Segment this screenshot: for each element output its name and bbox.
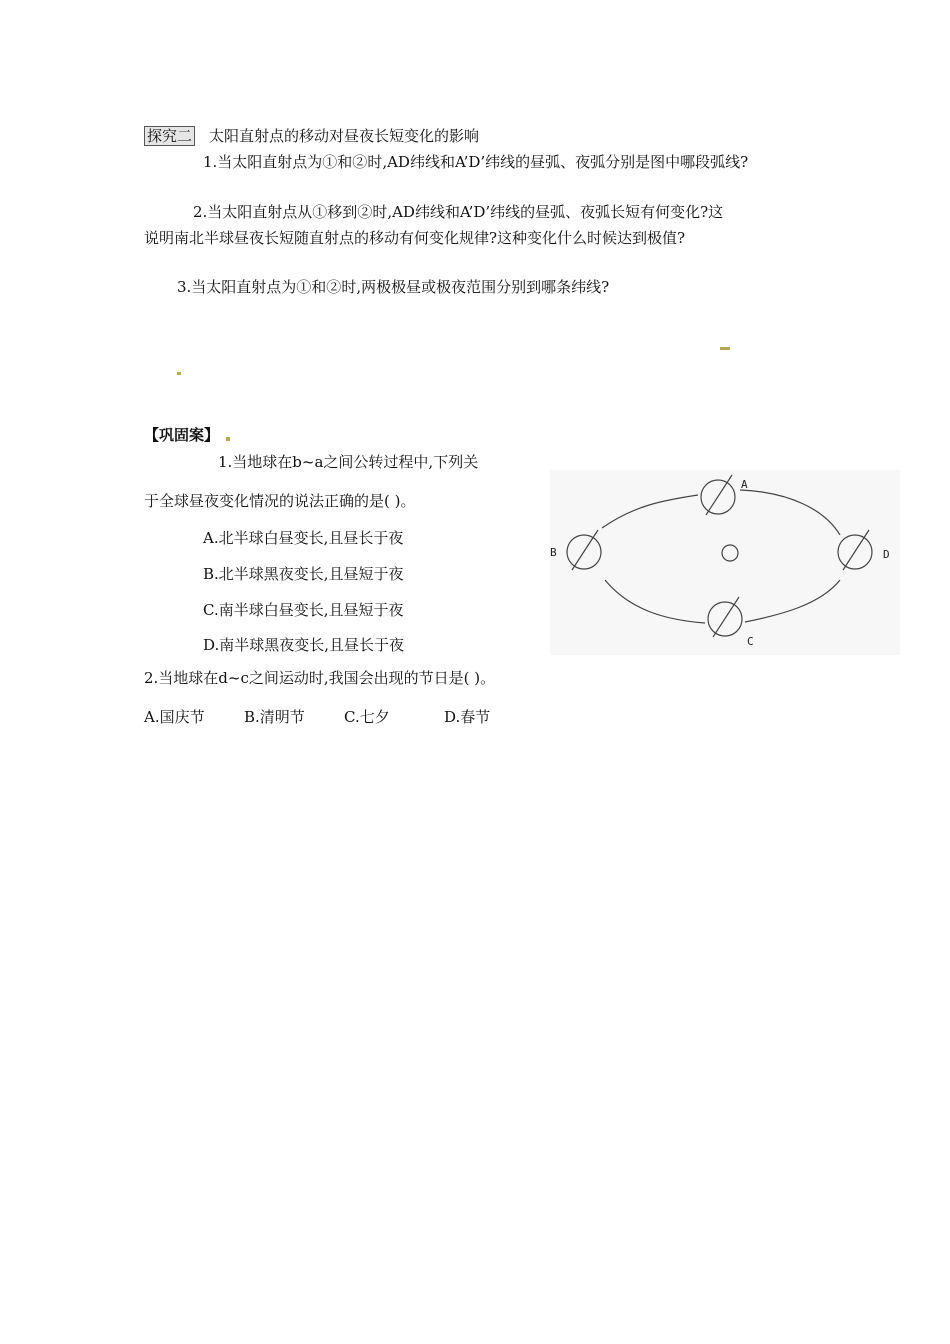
stray-mark (226, 437, 230, 441)
exercise-2-option-c: C.七夕 (344, 708, 390, 726)
exercise-2-option-b: B.清明节 (244, 708, 305, 726)
option-a: A.北半球白昼变长,且昼长于夜 (203, 529, 404, 547)
question-1: 1.当太阳直射点为①和②时,AD纬线和A’D’纬线的昼弧、夜弧分别是图中哪段弧线? (203, 153, 749, 171)
label-a: A (741, 478, 748, 491)
exercise-2: 2.当地球在d~c之间运动时,我国会出现的节日是( )。 (144, 669, 496, 687)
consolidation-heading: 【巩固案】 (144, 426, 220, 444)
label-c: C (747, 635, 754, 648)
section-title: 太阳直射点的移动对昼夜长短变化的影响 (209, 127, 480, 145)
exercise-1-line-2: 于全球昼夜变化情况的说法正确的是( )。 (144, 492, 416, 510)
label-b: B (550, 546, 557, 559)
label-d: D (883, 548, 890, 561)
question-3: 3.当太阳直射点为①和②时,两极极昼或极夜范围分别到哪条纬线? (177, 278, 610, 296)
question-2-line-1: 2.当太阳直射点从①移到②时,AD纬线和A’D’纬线的昼弧、夜弧长短有何变化?这 (193, 203, 724, 221)
section-tag: 探究二 (144, 126, 195, 146)
exercise-2-option-d: D.春节 (444, 708, 491, 726)
option-d: D.南半球黑夜变长,且昼长于夜 (203, 636, 405, 654)
question-2-line-2: 说明南北半球昼夜长短随直射点的移动有何变化规律?这种变化什么时候达到极值? (144, 229, 686, 247)
option-c: C.南半球白昼变长,且昼短于夜 (203, 601, 404, 619)
section-heading (144, 126, 479, 146)
stray-mark (177, 372, 181, 375)
option-b: B.北半球黑夜变长,且昼短于夜 (203, 565, 404, 583)
exercise-2-option-a: A.国庆节 (144, 708, 205, 726)
exercise-1-line-1: 1.当地球在b~a之间公转过程中,下列关 (218, 453, 479, 471)
orbit-diagram (550, 470, 900, 655)
stray-mark (720, 347, 730, 350)
